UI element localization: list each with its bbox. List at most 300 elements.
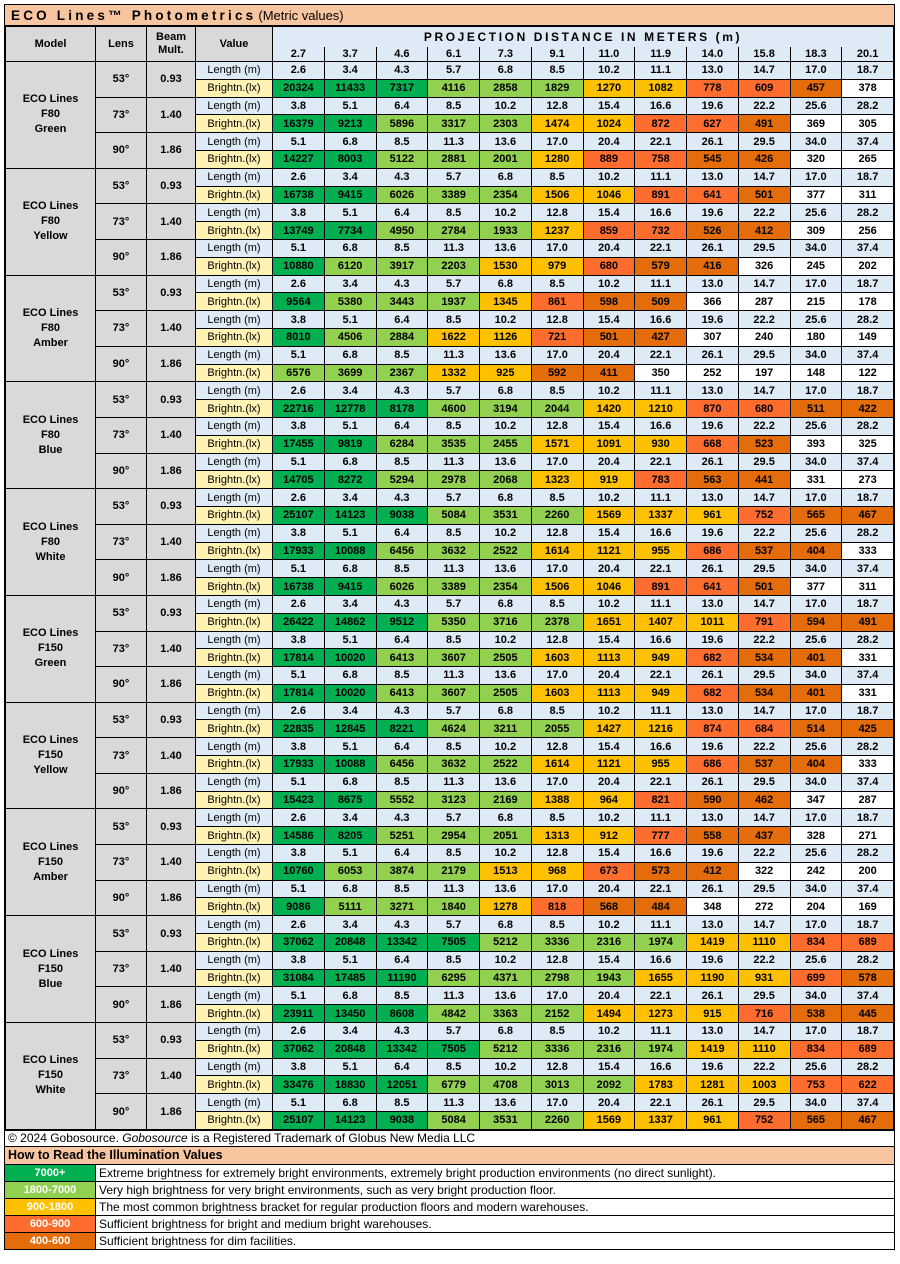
beam-multiplier: 1.86 bbox=[147, 239, 196, 275]
model-name-line: F80 bbox=[41, 108, 60, 121]
brightness-label: Brightn.(lx) bbox=[196, 791, 273, 809]
model-name-line: White bbox=[35, 550, 66, 563]
photometrics-sheet bbox=[4, 4, 895, 1250]
length-cell: 18.7 bbox=[842, 595, 894, 613]
beam-multiplier: 1.40 bbox=[147, 845, 196, 881]
distance-header-cell: 4.6 bbox=[376, 47, 428, 62]
brightness-cell: 14227 bbox=[273, 150, 325, 168]
header-beam bbox=[147, 27, 196, 62]
brightness-cell: 1603 bbox=[531, 649, 583, 667]
brightness-cell: 627 bbox=[687, 115, 739, 133]
brightness-cell: 891 bbox=[635, 186, 687, 204]
length-cell: 11.3 bbox=[428, 346, 480, 364]
length-cell: 5.1 bbox=[273, 453, 325, 471]
length-cell: 5.1 bbox=[273, 667, 325, 685]
length-cell: 13.6 bbox=[480, 880, 532, 898]
lens-angle: 90° bbox=[96, 453, 147, 489]
length-label: Length (m) bbox=[196, 382, 273, 400]
brightness-cell: 287 bbox=[738, 293, 790, 311]
length-cell: 14.7 bbox=[738, 916, 790, 934]
model-name-line: F150 bbox=[37, 855, 64, 868]
length-cell: 13.0 bbox=[687, 62, 739, 80]
brightness-cell: 22835 bbox=[273, 720, 325, 738]
legend-description: Sufficient brightness for dim facilities. bbox=[96, 1232, 895, 1249]
model-name bbox=[6, 275, 96, 382]
brightness-cell: 2001 bbox=[480, 150, 532, 168]
length-cell: 29.5 bbox=[738, 880, 790, 898]
brightness-cell: 5251 bbox=[376, 827, 428, 845]
brightness-cell: 252 bbox=[687, 364, 739, 382]
length-cell: 10.2 bbox=[583, 382, 635, 400]
length-cell: 5.1 bbox=[273, 560, 325, 578]
length-cell: 3.4 bbox=[324, 168, 376, 186]
length-cell: 14.7 bbox=[738, 595, 790, 613]
length-cell: 8.5 bbox=[376, 346, 428, 364]
brightness-label: Brightn.(lx) bbox=[196, 222, 273, 240]
length-cell: 2.6 bbox=[273, 62, 325, 80]
copyright-bar bbox=[5, 1130, 894, 1147]
brightness-cell: 331 bbox=[842, 649, 894, 667]
length-cell: 15.4 bbox=[583, 204, 635, 222]
brightness-cell: 9512 bbox=[376, 613, 428, 631]
brightness-cell: 1937 bbox=[428, 293, 480, 311]
brightness-cell: 3211 bbox=[480, 720, 532, 738]
brightness-cell: 979 bbox=[531, 257, 583, 275]
brightness-cell: 17814 bbox=[273, 649, 325, 667]
length-cell: 5.1 bbox=[273, 346, 325, 364]
brightness-cell: 949 bbox=[635, 649, 687, 667]
brightness-cell: 3607 bbox=[428, 649, 480, 667]
length-cell: 10.2 bbox=[583, 809, 635, 827]
brightness-cell: 17485 bbox=[324, 969, 376, 987]
brightness-cell: 931 bbox=[738, 969, 790, 987]
brightness-cell: 1113 bbox=[583, 649, 635, 667]
length-cell: 10.2 bbox=[583, 489, 635, 507]
brightness-cell: 7505 bbox=[428, 1040, 480, 1058]
brightness-cell: 6120 bbox=[324, 257, 376, 275]
brightness-cell: 1513 bbox=[480, 862, 532, 880]
length-row bbox=[6, 1023, 894, 1041]
length-cell: 22.2 bbox=[738, 845, 790, 863]
brightness-cell: 401 bbox=[790, 649, 842, 667]
length-label: Length (m) bbox=[196, 275, 273, 293]
length-cell: 11.1 bbox=[635, 275, 687, 293]
brightness-cell: 534 bbox=[738, 649, 790, 667]
brightness-cell: 441 bbox=[738, 471, 790, 489]
length-cell: 18.7 bbox=[842, 1023, 894, 1041]
length-cell: 3.4 bbox=[324, 382, 376, 400]
brightness-cell: 149 bbox=[842, 328, 894, 346]
brightness-cell: 673 bbox=[583, 862, 635, 880]
length-cell: 6.8 bbox=[324, 453, 376, 471]
length-row bbox=[6, 489, 894, 507]
brightness-cell: 309 bbox=[790, 222, 842, 240]
brightness-cell: 16738 bbox=[273, 578, 325, 596]
length-cell: 5.7 bbox=[428, 916, 480, 934]
lens-angle: 73° bbox=[96, 524, 147, 560]
brightness-cell: 9038 bbox=[376, 506, 428, 524]
length-cell: 19.6 bbox=[687, 311, 739, 329]
brightness-cell: 305 bbox=[842, 115, 894, 133]
brightness-cell: 8272 bbox=[324, 471, 376, 489]
lens-angle: 73° bbox=[96, 845, 147, 881]
beam-multiplier: 1.86 bbox=[147, 1094, 196, 1130]
brightness-cell: 412 bbox=[687, 862, 739, 880]
length-cell: 4.3 bbox=[376, 168, 428, 186]
length-label: Length (m) bbox=[196, 133, 273, 151]
length-cell: 26.1 bbox=[687, 133, 739, 151]
lens-angle: 53° bbox=[96, 489, 147, 525]
length-cell: 8.5 bbox=[531, 168, 583, 186]
brightness-cell: 523 bbox=[738, 435, 790, 453]
length-row bbox=[6, 951, 894, 969]
brightness-label: Brightn.(lx) bbox=[196, 79, 273, 97]
brightness-cell: 3389 bbox=[428, 578, 480, 596]
length-cell: 2.6 bbox=[273, 1023, 325, 1041]
length-cell: 13.6 bbox=[480, 1094, 532, 1112]
brightness-cell: 6284 bbox=[376, 435, 428, 453]
header-projection: PROJECTION DISTANCE IN METERS (m) bbox=[273, 27, 894, 48]
brightness-cell: 955 bbox=[635, 542, 687, 560]
length-label: Length (m) bbox=[196, 489, 273, 507]
brightness-cell: 10020 bbox=[324, 684, 376, 702]
model-name-line: F80 bbox=[41, 428, 60, 441]
brightness-cell: 778 bbox=[687, 79, 739, 97]
brightness-cell: 1046 bbox=[583, 186, 635, 204]
length-cell: 37.4 bbox=[842, 880, 894, 898]
lens-angle: 53° bbox=[96, 916, 147, 952]
length-cell: 15.4 bbox=[583, 951, 635, 969]
length-cell: 17.0 bbox=[790, 275, 842, 293]
length-cell: 11.1 bbox=[635, 489, 687, 507]
length-row bbox=[6, 773, 894, 791]
length-cell: 5.1 bbox=[324, 845, 376, 863]
length-cell: 17.0 bbox=[790, 489, 842, 507]
brightness-cell: 245 bbox=[790, 257, 842, 275]
length-cell: 5.1 bbox=[324, 524, 376, 542]
table-body bbox=[6, 62, 894, 1130]
brightness-cell: 25107 bbox=[273, 506, 325, 524]
brightness-cell: 1603 bbox=[531, 684, 583, 702]
brightness-cell: 437 bbox=[738, 827, 790, 845]
brightness-cell: 777 bbox=[635, 827, 687, 845]
length-cell: 13.0 bbox=[687, 1023, 739, 1041]
brightness-cell: 961 bbox=[687, 1112, 739, 1130]
brightness-cell: 404 bbox=[790, 542, 842, 560]
length-cell: 34.0 bbox=[790, 560, 842, 578]
brightness-label: Brightn.(lx) bbox=[196, 1076, 273, 1094]
brightness-cell: 961 bbox=[687, 506, 739, 524]
brightness-cell: 366 bbox=[687, 293, 739, 311]
brightness-cell: 1651 bbox=[583, 613, 635, 631]
legend-description: Sufficient brightness for bright and medium bright warehouses. bbox=[96, 1215, 895, 1232]
length-cell: 5.7 bbox=[428, 382, 480, 400]
brightness-cell: 7505 bbox=[428, 934, 480, 952]
brightness-cell: 411 bbox=[583, 364, 635, 382]
length-cell: 26.1 bbox=[687, 453, 739, 471]
length-cell: 8.5 bbox=[376, 133, 428, 151]
length-cell: 20.4 bbox=[583, 346, 635, 364]
length-cell: 6.8 bbox=[480, 168, 532, 186]
length-cell: 12.8 bbox=[531, 1058, 583, 1076]
brightness-cell: 1388 bbox=[531, 791, 583, 809]
length-cell: 25.6 bbox=[790, 631, 842, 649]
length-cell: 8.5 bbox=[428, 524, 480, 542]
brightness-cell: 369 bbox=[790, 115, 842, 133]
length-cell: 26.1 bbox=[687, 880, 739, 898]
brightness-cell: 1614 bbox=[531, 542, 583, 560]
length-cell: 8.5 bbox=[428, 951, 480, 969]
beam-multiplier: 0.93 bbox=[147, 1023, 196, 1059]
length-label: Length (m) bbox=[196, 311, 273, 329]
beam-multiplier: 0.93 bbox=[147, 62, 196, 98]
length-cell: 3.8 bbox=[273, 631, 325, 649]
lens-angle: 53° bbox=[96, 702, 147, 738]
model-name-line: F80 bbox=[41, 321, 60, 334]
brightness-label: Brightn.(lx) bbox=[196, 684, 273, 702]
brightness-cell: 1569 bbox=[583, 1112, 635, 1130]
brightness-cell: 7317 bbox=[376, 79, 428, 97]
brightness-cell: 1313 bbox=[531, 827, 583, 845]
length-cell: 3.8 bbox=[273, 97, 325, 115]
brightness-label: Brightn.(lx) bbox=[196, 400, 273, 418]
length-cell: 37.4 bbox=[842, 987, 894, 1005]
brightness-cell: 592 bbox=[531, 364, 583, 382]
brightness-cell: 412 bbox=[738, 222, 790, 240]
brightness-cell: 1280 bbox=[531, 150, 583, 168]
length-cell: 19.6 bbox=[687, 738, 739, 756]
brightness-cell: 8205 bbox=[324, 827, 376, 845]
length-cell: 14.7 bbox=[738, 702, 790, 720]
distance-header-cell: 15.8 bbox=[738, 47, 790, 62]
length-label: Length (m) bbox=[196, 916, 273, 934]
brightness-cell: 6456 bbox=[376, 542, 428, 560]
brightness-cell: 573 bbox=[635, 862, 687, 880]
length-cell: 16.6 bbox=[635, 1058, 687, 1076]
brightness-cell: 9086 bbox=[273, 898, 325, 916]
length-cell: 2.6 bbox=[273, 595, 325, 613]
brightness-cell: 511 bbox=[790, 400, 842, 418]
length-cell: 11.1 bbox=[635, 1023, 687, 1041]
length-cell: 5.1 bbox=[324, 951, 376, 969]
brightness-cell: 1281 bbox=[687, 1076, 739, 1094]
length-cell: 3.8 bbox=[273, 417, 325, 435]
lens-angle: 73° bbox=[96, 631, 147, 667]
brightness-cell: 915 bbox=[687, 1005, 739, 1023]
length-cell: 34.0 bbox=[790, 880, 842, 898]
brightness-cell: 4624 bbox=[428, 720, 480, 738]
brightness-cell: 6576 bbox=[273, 364, 325, 382]
model-name-line: F150 bbox=[37, 1069, 64, 1082]
brightness-cell: 834 bbox=[790, 1040, 842, 1058]
length-cell: 17.0 bbox=[790, 702, 842, 720]
copyright-suffix: is a Registered Trademark of Globus New Media LLC bbox=[187, 1131, 476, 1146]
beam-multiplier: 0.93 bbox=[147, 916, 196, 952]
length-row bbox=[6, 880, 894, 898]
length-cell: 11.3 bbox=[428, 239, 480, 257]
brightness-label: Brightn.(lx) bbox=[196, 934, 273, 952]
brightness-cell: 491 bbox=[738, 115, 790, 133]
length-cell: 3.4 bbox=[324, 702, 376, 720]
brightness-cell: 33476 bbox=[273, 1076, 325, 1094]
length-row bbox=[6, 133, 894, 151]
model-name-line: F150 bbox=[37, 962, 64, 975]
model-name-line: Blue bbox=[38, 977, 63, 990]
brightness-cell: 31084 bbox=[273, 969, 325, 987]
length-cell: 6.4 bbox=[376, 204, 428, 222]
brightness-cell: 3607 bbox=[428, 684, 480, 702]
brightness-label: Brightn.(lx) bbox=[196, 862, 273, 880]
length-cell: 20.4 bbox=[583, 667, 635, 685]
brightness-cell: 689 bbox=[842, 934, 894, 952]
brightness-cell: 3443 bbox=[376, 293, 428, 311]
length-cell: 37.4 bbox=[842, 133, 894, 151]
model-name-line: F150 bbox=[37, 642, 64, 655]
brightness-cell: 2179 bbox=[428, 862, 480, 880]
length-cell: 13.6 bbox=[480, 560, 532, 578]
length-cell: 11.1 bbox=[635, 382, 687, 400]
brightness-cell: 641 bbox=[687, 186, 739, 204]
length-cell: 29.5 bbox=[738, 346, 790, 364]
brightness-cell: 622 bbox=[842, 1076, 894, 1094]
brightness-cell: 1237 bbox=[531, 222, 583, 240]
length-cell: 4.3 bbox=[376, 809, 428, 827]
length-cell: 14.7 bbox=[738, 275, 790, 293]
brightness-cell: 6779 bbox=[428, 1076, 480, 1094]
brightness-cell: 509 bbox=[635, 293, 687, 311]
length-cell: 5.7 bbox=[428, 809, 480, 827]
length-cell: 11.1 bbox=[635, 809, 687, 827]
lens-angle: 53° bbox=[96, 595, 147, 631]
length-cell: 19.6 bbox=[687, 631, 739, 649]
brightness-cell: 859 bbox=[583, 222, 635, 240]
brightness-cell: 4116 bbox=[428, 79, 480, 97]
length-cell: 25.6 bbox=[790, 524, 842, 542]
length-cell: 6.8 bbox=[480, 595, 532, 613]
brightness-cell: 3317 bbox=[428, 115, 480, 133]
length-cell: 10.2 bbox=[583, 168, 635, 186]
length-cell: 6.8 bbox=[480, 62, 532, 80]
brightness-cell: 1121 bbox=[583, 542, 635, 560]
length-cell: 6.8 bbox=[324, 773, 376, 791]
legend-table bbox=[5, 1165, 894, 1249]
brightness-cell: 17933 bbox=[273, 756, 325, 774]
brightness-cell: 23911 bbox=[273, 1005, 325, 1023]
brightness-cell: 6413 bbox=[376, 684, 428, 702]
brightness-cell: 964 bbox=[583, 791, 635, 809]
brightness-cell: 287 bbox=[842, 791, 894, 809]
model-name-line: ECO Lines bbox=[22, 93, 79, 106]
brightness-cell: 240 bbox=[738, 328, 790, 346]
brightness-cell: 1210 bbox=[635, 400, 687, 418]
length-cell: 12.8 bbox=[531, 738, 583, 756]
brightness-cell: 558 bbox=[687, 827, 739, 845]
brightness-cell: 2978 bbox=[428, 471, 480, 489]
page-subtitle: (Metric values) bbox=[258, 7, 344, 23]
length-cell: 26.1 bbox=[687, 239, 739, 257]
length-cell: 22.2 bbox=[738, 738, 790, 756]
brightness-label: Brightn.(lx) bbox=[196, 1112, 273, 1130]
brightness-cell: 2354 bbox=[480, 578, 532, 596]
brightness-cell: 1121 bbox=[583, 756, 635, 774]
length-cell: 4.3 bbox=[376, 1023, 428, 1041]
length-cell: 10.2 bbox=[480, 951, 532, 969]
model-name bbox=[6, 382, 96, 489]
model-name-line: Yellow bbox=[33, 764, 68, 777]
length-row bbox=[6, 916, 894, 934]
length-cell: 18.7 bbox=[842, 382, 894, 400]
brightness-cell: 6295 bbox=[428, 969, 480, 987]
length-cell: 17.0 bbox=[531, 133, 583, 151]
length-label: Length (m) bbox=[196, 1023, 273, 1041]
brightness-cell: 1506 bbox=[531, 578, 583, 596]
length-row bbox=[6, 453, 894, 471]
length-cell: 26.1 bbox=[687, 1094, 739, 1112]
brightness-cell: 20848 bbox=[324, 934, 376, 952]
brightness-cell: 514 bbox=[790, 720, 842, 738]
brightness-cell: 467 bbox=[842, 506, 894, 524]
brightness-cell: 5111 bbox=[324, 898, 376, 916]
length-label: Length (m) bbox=[196, 880, 273, 898]
length-cell: 12.8 bbox=[531, 631, 583, 649]
brightness-cell: 1419 bbox=[687, 934, 739, 952]
length-cell: 25.6 bbox=[790, 845, 842, 863]
brightness-cell: 2354 bbox=[480, 186, 532, 204]
brightness-cell: 1126 bbox=[480, 328, 532, 346]
brightness-cell: 148 bbox=[790, 364, 842, 382]
brightness-cell: 8003 bbox=[324, 150, 376, 168]
brightness-cell: 686 bbox=[687, 756, 739, 774]
brightness-cell: 563 bbox=[687, 471, 739, 489]
length-cell: 8.5 bbox=[531, 62, 583, 80]
brightness-cell: 16738 bbox=[273, 186, 325, 204]
legend-range: 400-600 bbox=[5, 1232, 96, 1249]
brightness-cell: 377 bbox=[790, 186, 842, 204]
brightness-cell: 2884 bbox=[376, 328, 428, 346]
brightness-label: Brightn.(lx) bbox=[196, 364, 273, 382]
length-cell: 8.5 bbox=[428, 311, 480, 329]
brightness-cell: 348 bbox=[687, 898, 739, 916]
length-cell: 17.0 bbox=[531, 560, 583, 578]
length-cell: 16.6 bbox=[635, 97, 687, 115]
length-cell: 3.4 bbox=[324, 275, 376, 293]
length-cell: 37.4 bbox=[842, 773, 894, 791]
length-cell: 3.4 bbox=[324, 489, 376, 507]
brightness-cell: 565 bbox=[790, 1112, 842, 1130]
brightness-cell: 930 bbox=[635, 435, 687, 453]
brightness-cell: 8178 bbox=[376, 400, 428, 418]
length-cell: 6.8 bbox=[480, 489, 532, 507]
length-row bbox=[6, 382, 894, 400]
length-cell: 13.0 bbox=[687, 489, 739, 507]
length-cell: 18.7 bbox=[842, 62, 894, 80]
length-row bbox=[6, 1094, 894, 1112]
brightness-cell: 197 bbox=[738, 364, 790, 382]
length-cell: 2.6 bbox=[273, 382, 325, 400]
length-cell: 29.5 bbox=[738, 987, 790, 1005]
beam-multiplier: 1.86 bbox=[147, 560, 196, 596]
length-cell: 20.4 bbox=[583, 560, 635, 578]
length-cell: 3.4 bbox=[324, 595, 376, 613]
brightness-cell: 1614 bbox=[531, 756, 583, 774]
brightness-cell: 791 bbox=[738, 613, 790, 631]
length-cell: 26.1 bbox=[687, 346, 739, 364]
length-cell: 28.2 bbox=[842, 1058, 894, 1076]
brightness-cell: 578 bbox=[842, 969, 894, 987]
length-cell: 19.6 bbox=[687, 1058, 739, 1076]
brightness-label: Brightn.(lx) bbox=[196, 649, 273, 667]
legend-range: 1800-7000 bbox=[5, 1181, 96, 1198]
